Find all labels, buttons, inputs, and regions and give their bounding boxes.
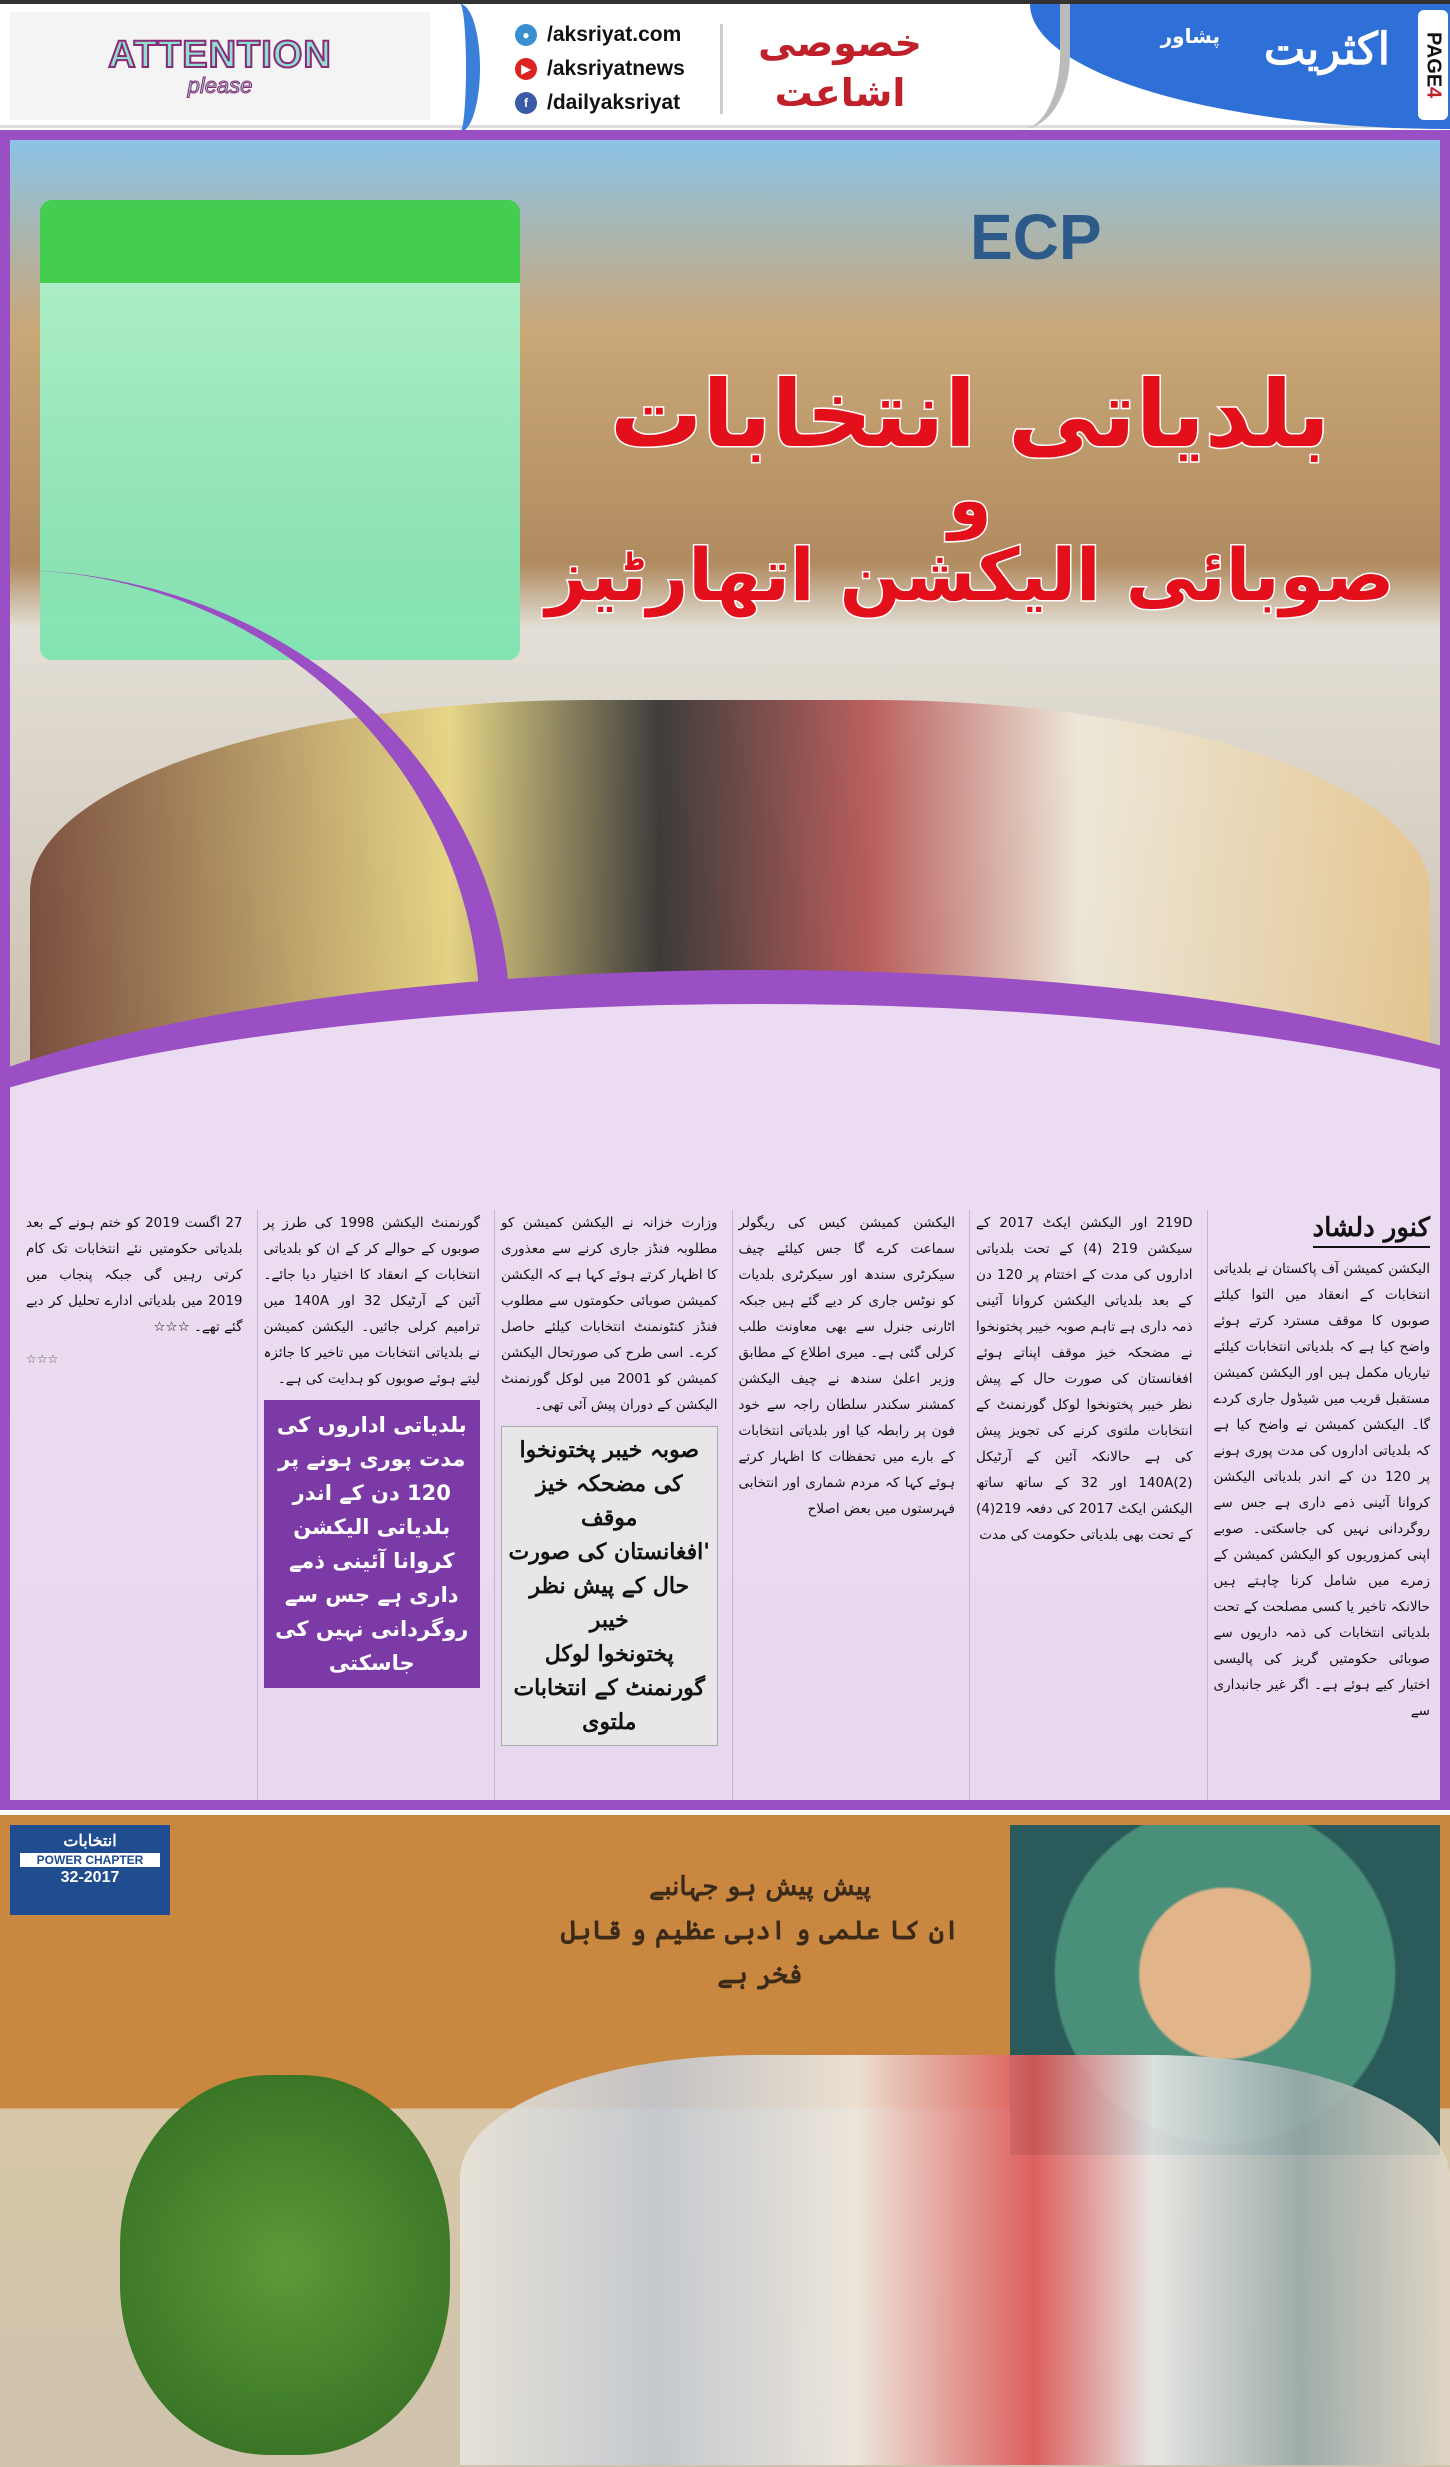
headline-line1: بلدیاتی انتخابات <box>609 361 1330 468</box>
mural-line: پیش پیش ہو جہانبے <box>649 1872 871 1902</box>
decorative-arc <box>440 4 480 132</box>
article-paragraph: 27 اگست 2019 کو ختم ہونے کے بعد بلدیاتی حکومتیں نئے انتخابات تک کام کرتی رہیں گی جبکہ پنجاب میں 2019 میں بلدیاتی ادارے تحلیل کر دیے گئے تھے۔ ☆☆☆ <box>26 1215 243 1335</box>
article-paragraph: الیکشن کمیشن کیس کی ریگولر سماعت کرے گا جس کیلئے چیف سیکرٹری سندھ اور سیکرٹری بلدیات کو نوٹس جاری کر دیے گئے ہیں جبکہ اٹارنی جنرل سے بھی معاونت طلب کرلی گئی ہے۔ میری اطلاع کے مطابق وزیر اعلیٰ سندھ نے چیف الیکشن کمشنر سکندر سلطان راجہ سے خود فون پر رابطہ کیا اور بلدیاتی انتخابات کے بارے میں تحفظات کا اظہار کرتے ہوئے کہا کہ مردم شماری اور انتخابی فہرستوں میں بعض اصلاح <box>738 1215 955 1517</box>
sign-line: POWER CHAPTER <box>20 1853 160 1867</box>
headline-line2: و <box>948 459 992 541</box>
attention-title: ATTENTION <box>108 33 332 76</box>
article-column <box>20 1210 243 1800</box>
article-column <box>1207 1210 1431 1800</box>
masthead-subtitle: روزنامہ <box>1125 92 1170 108</box>
social-link-text: /aksriyatnews <box>547 57 685 80</box>
special-edition-line2: اشاعت <box>774 71 906 115</box>
author-byline: کنور دلشاد <box>1313 1210 1430 1248</box>
social-link-text: /dailyaksriyat <box>547 91 681 114</box>
masthead <box>1030 4 1450 129</box>
article-column <box>969 1210 1193 1800</box>
page-number <box>1418 10 1448 120</box>
article-paragraph: وزارت خزانہ نے الیکشن کمیشن کو مطلوبہ فنڈز جاری کرنے سے معذوری کا اظہار کرتے ہوئے کہا ہے کہ الیکشن کمیشن صوبائی حکومتوں سے مطلوب فنڈز کنٹونمنٹ انتخابات کیلئے حاصل کرے۔ اسی طرح کی صورتحال الیکشن کمیشن کو 2001 میں لوکل گورنمنٹ الیکشن کے دوران پیش آئی تھی۔ <box>501 1215 718 1413</box>
masthead-swoosh <box>990 4 1070 129</box>
boxed-line: صوبہ خیبر پختونخوا کی مضحکہ خیز موقف <box>519 1437 700 1531</box>
article-body <box>20 1210 1430 1800</box>
attention-please-logo <box>10 12 430 120</box>
masthead-city: پشاور <box>1160 24 1220 48</box>
end-mark: ☆☆☆ <box>26 1352 59 1366</box>
article-paragraph: الیکشن کمیشن آف پاکستان نے بلدیاتی انتخابات کے انعقاد میں التوا کیلئے صوبوں کا موقف مسترد کرتے ہوئے واضح کیا ہے کہ بلدیاتی انتخابات کیلئے تیاریاں مکمل ہیں اور الیکشن کمیشن مستقبل قریب میں شیڈول جاری کردے گا۔ الیکشن کمیشن نے واضح کیا ہے کہ بلدیاتی اداروں کی مدت پوری ہونے پر 120 دن کے اندر بلدیاتی الیکشن کروانا آئینی ذمے داری ہے جس سے روگردانی نہیں کی جاسکتی۔ صوبے اپنی کمزوریوں کو الیکشن کمیشن کے زمرے میں شامل کرنا چاہتے ہیں حالانکہ تاخیر یا کسی مصلحت کے تحت بلدیاتی انتخابات کی ذمہ داریوں سے صوبائی حکومتیں گریز کی پالیسی اختیار کیے ہوئے ہے۔ اگر غیر جانبداری سے <box>1213 1261 1430 1719</box>
main-headline <box>530 360 1410 620</box>
header-divider <box>720 24 723 114</box>
top-photo <box>10 140 1440 1200</box>
wall-mural-text <box>540 1865 980 1997</box>
page-number-value: 4 <box>1422 87 1445 99</box>
special-edition-line1: خصوصی <box>758 21 922 65</box>
social-links <box>515 18 685 120</box>
boxed-line: پختونخوا لوکل گورنمنٹ کے انتخابات ملتوی <box>513 1641 706 1735</box>
pull-quote: بلدیاتی اداروں کی مدت پوری ہونے پر 120 دن کے اندر بلدیاتی الیکشن کروانا آئینی ذمے داری ہے جس سے روگردانی نہیں کی جاسکتی <box>264 1400 481 1688</box>
feature-frame <box>0 130 1450 1810</box>
hedge-bush <box>120 2075 450 2455</box>
bottom-photo-men-queue <box>0 1815 1450 2467</box>
men-voters-queue <box>460 2055 1450 2465</box>
polling-sign <box>10 1825 170 1915</box>
page-label: PAGE <box>1422 31 1445 88</box>
article-column <box>732 1210 956 1800</box>
ecp-sign: ECP <box>970 201 1102 273</box>
newspaper-header <box>0 0 1450 128</box>
article-column <box>257 1210 481 1800</box>
youtube-icon: ▶ <box>515 58 537 80</box>
article-paragraph: گورنمنٹ الیکشن 1998 کی طرز پر صوبوں کے حوالے کر کے ان کو بلدیاتی انتخابات کے انعقاد کا اختیار دیا جائے۔ آئین کے آرٹیکل 32 اور 140A میں ترامیم کرلی جائیں۔ الیکشن کمیشن نے بلدیاتی انتخابات میں تاخیر کا جائزہ لیتے ہوئے صوبوں کو ہدایت کی ہے۔ <box>263 1215 481 1387</box>
globe-icon: ● <box>515 24 537 46</box>
sign-line: 32-2017 <box>60 1869 120 1886</box>
special-edition-label <box>740 18 940 118</box>
headline-line3: صوبائی الیکشن اتھارٹیز <box>545 533 1395 617</box>
article-column <box>494 1210 718 1800</box>
social-link-text: /aksriyat.com <box>547 23 682 46</box>
boxed-subheadline <box>501 1426 718 1746</box>
attention-subtitle: please <box>187 72 253 98</box>
facebook-icon: f <box>515 92 537 114</box>
social-link-facebook[interactable] <box>515 86 685 120</box>
masthead-title: اکثریت <box>1263 24 1390 75</box>
social-link-youtube[interactable] <box>515 52 685 86</box>
boxed-line: 'افغانستان کی صورت حال کے پیش نظر خیبر <box>508 1539 710 1633</box>
sign-line: انتخابات <box>63 1833 117 1850</box>
social-link-web[interactable] <box>515 18 685 52</box>
article-paragraph: 219D اور الیکشن ایکٹ 2017 کے سیکشن 219 (4) کے تحت بلدیاتی اداروں کی مدت کے اختتام پر 120 دن کے بعد بلدیاتی الیکشن کروانا آئینی ذمہ داری ہے تاہم صوبہ خیبر پختونخوا نے مضحکہ خیز موقف اپناتے ہوئے افغانستان کی صورت حال کے پیش نظر خیبر پختونخوا لوکل گورنمنٹ کے انتخابات ملتوی کرنے کی تجویز پیش کی ہے حالانکہ آئین کے آرٹیکل (2)140A اور 32 کے ساتھ ساتھ الیکشن ایکٹ 2017 کی دفعہ 219(4) کے تحت بھی بلدیاتی حکومت کی مدت <box>976 1215 1193 1543</box>
mural-line: ان کا علمی و ادبی عظیم و قابل فخر ہے <box>560 1916 960 1990</box>
